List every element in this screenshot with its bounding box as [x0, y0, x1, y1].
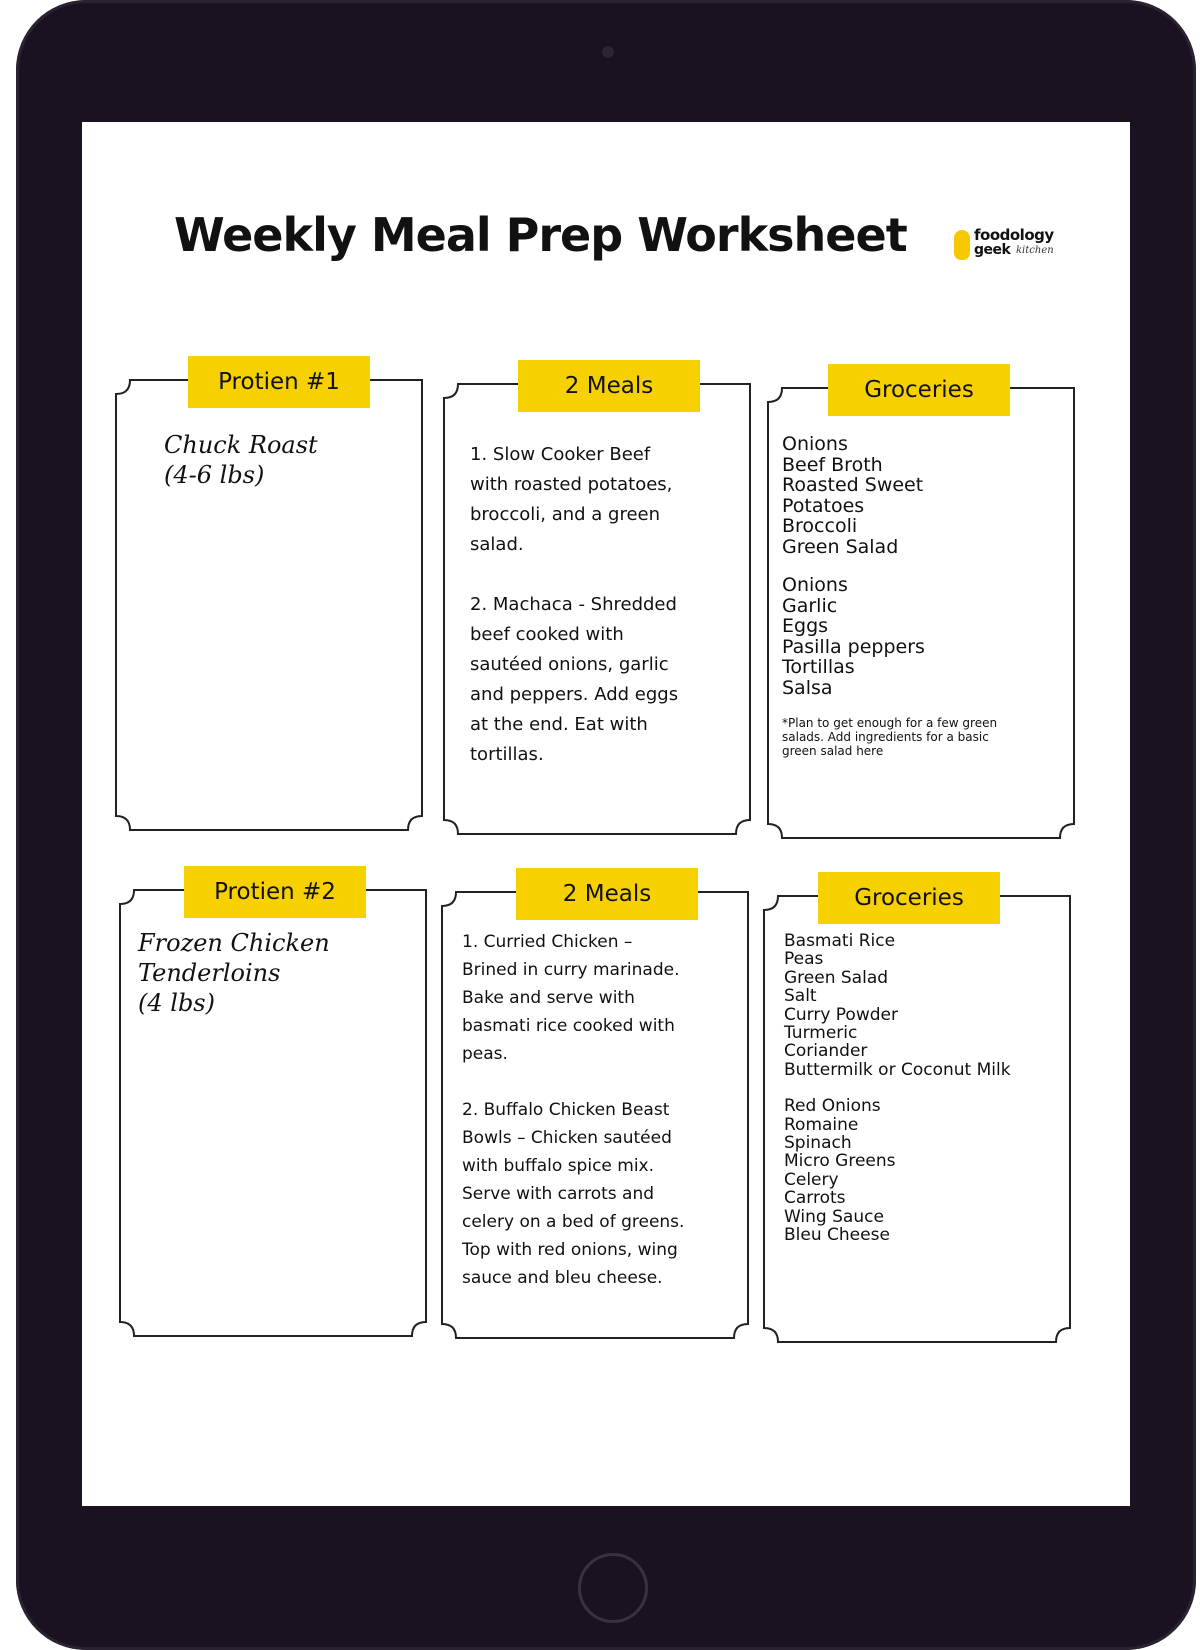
meals-2-badge: 2 Meals	[516, 868, 698, 920]
grocery-group	[784, 932, 1066, 1079]
protein-1-value	[164, 430, 318, 490]
grocery-item: Romaine	[784, 1114, 859, 1135]
protein-2-badge: Protien #2	[184, 866, 366, 918]
logo-line3: kitchen	[1016, 245, 1054, 256]
groceries-1-badge: Groceries	[828, 364, 1010, 416]
meal-1a: 1. Slow Cooker Beef with roasted potatoes, broccoli, and a green salad.	[470, 444, 673, 555]
meals-2-text	[462, 928, 742, 1292]
meals-1-text	[470, 440, 740, 770]
meal-2a: 1. Curried Chicken – Brined in curry marinade. Bake and serve with basmati rice cooked with peas.	[462, 932, 680, 1064]
protein-2-line: Tenderloins	[138, 959, 281, 987]
grocery-group	[782, 575, 1066, 698]
grocery-item: Red Onions	[784, 1096, 881, 1117]
grocery-item: Beef Broth	[782, 453, 883, 476]
camera-icon	[602, 46, 614, 58]
groceries-2-list	[784, 932, 1066, 1245]
grocery-item: Tortillas	[782, 656, 855, 678]
protein-2-line: Frozen Chicken	[138, 929, 330, 957]
grocery-item: Micro Greens	[784, 1151, 896, 1172]
protein-1-line: (4-6 lbs)	[164, 461, 265, 489]
grocery-item: Roasted Sweet	[782, 474, 924, 496]
home-button[interactable]	[578, 1553, 648, 1623]
grocery-item: Buttermilk or Coconut Milk	[784, 1059, 1011, 1080]
tablet-frame	[16, 0, 1196, 1650]
grocery-item: Coriander	[784, 1041, 868, 1062]
worksheet-page	[82, 122, 1130, 1506]
grocery-item: Wing Sauce	[784, 1206, 884, 1227]
grocery-item: Salt	[784, 986, 817, 1007]
meals-1-badge: 2 Meals	[518, 360, 700, 412]
logo-line1: foodology	[974, 226, 1054, 244]
grocery-item: Onions	[782, 574, 848, 596]
grocery-item: Spinach	[784, 1133, 852, 1154]
grocery-item: Eggs	[782, 615, 829, 637]
grocery-item: Peas	[784, 949, 824, 970]
meal-1b: 2. Machaca - Shredded beef cooked with sautéed onions, garlic and peppers. Add eggs at the end. Eat with tortillas.	[470, 594, 679, 765]
page-title: Weekly Meal Prep Worksheet	[174, 208, 907, 262]
groceries-2-badge: Groceries	[818, 872, 1000, 924]
pineapple-icon	[954, 230, 970, 260]
grocery-item: Basmati Rice	[784, 931, 896, 951]
protein-1-card	[116, 369, 422, 830]
groceries-2-card	[764, 885, 1070, 1342]
groceries-note: *Plan to get enough for a few green salads. Add ingredients for a basic green salad here	[782, 716, 998, 758]
protein-1-line: Chuck Roast	[164, 431, 318, 459]
grocery-item: Onions	[782, 433, 848, 455]
grocery-item: Broccoli	[782, 515, 858, 537]
grocery-item: Turmeric	[784, 1023, 858, 1044]
groceries-1-card	[768, 377, 1074, 838]
grocery-group	[784, 1097, 1066, 1244]
meal-2b: 2. Buffalo Chicken Beast Bowls – Chicken sautéed with buffalo spice mix. Serve with carrots and celery on a bed of greens. Top with red onions, wing sauce and bleu cheese.	[462, 1100, 685, 1288]
protein-2-value	[138, 928, 330, 1018]
grocery-item: Potatoes	[782, 494, 865, 517]
protein-2-card	[120, 879, 426, 1336]
grocery-item: Green Salad	[784, 967, 889, 988]
logo-line2: geek	[974, 242, 1011, 258]
grocery-group	[782, 434, 1066, 557]
foodology-geek-logo	[954, 226, 1074, 270]
grocery-item: Bleu Cheese	[784, 1225, 890, 1246]
grocery-item: Carrots	[784, 1188, 846, 1209]
protein-2-line: (4 lbs)	[138, 989, 215, 1017]
grocery-item: Garlic	[782, 594, 838, 617]
grocery-item: Salsa	[782, 676, 833, 699]
meals-2-card	[442, 881, 748, 1338]
grocery-item: Curry Powder	[784, 1004, 898, 1025]
groceries-1-list	[782, 434, 1066, 758]
grocery-item: Green Salad	[782, 535, 899, 558]
protein-1-badge: Protien #1	[188, 356, 370, 408]
grocery-item: Pasilla peppers	[782, 635, 925, 658]
grocery-item: Celery	[784, 1169, 839, 1190]
meals-1-card	[444, 373, 750, 834]
